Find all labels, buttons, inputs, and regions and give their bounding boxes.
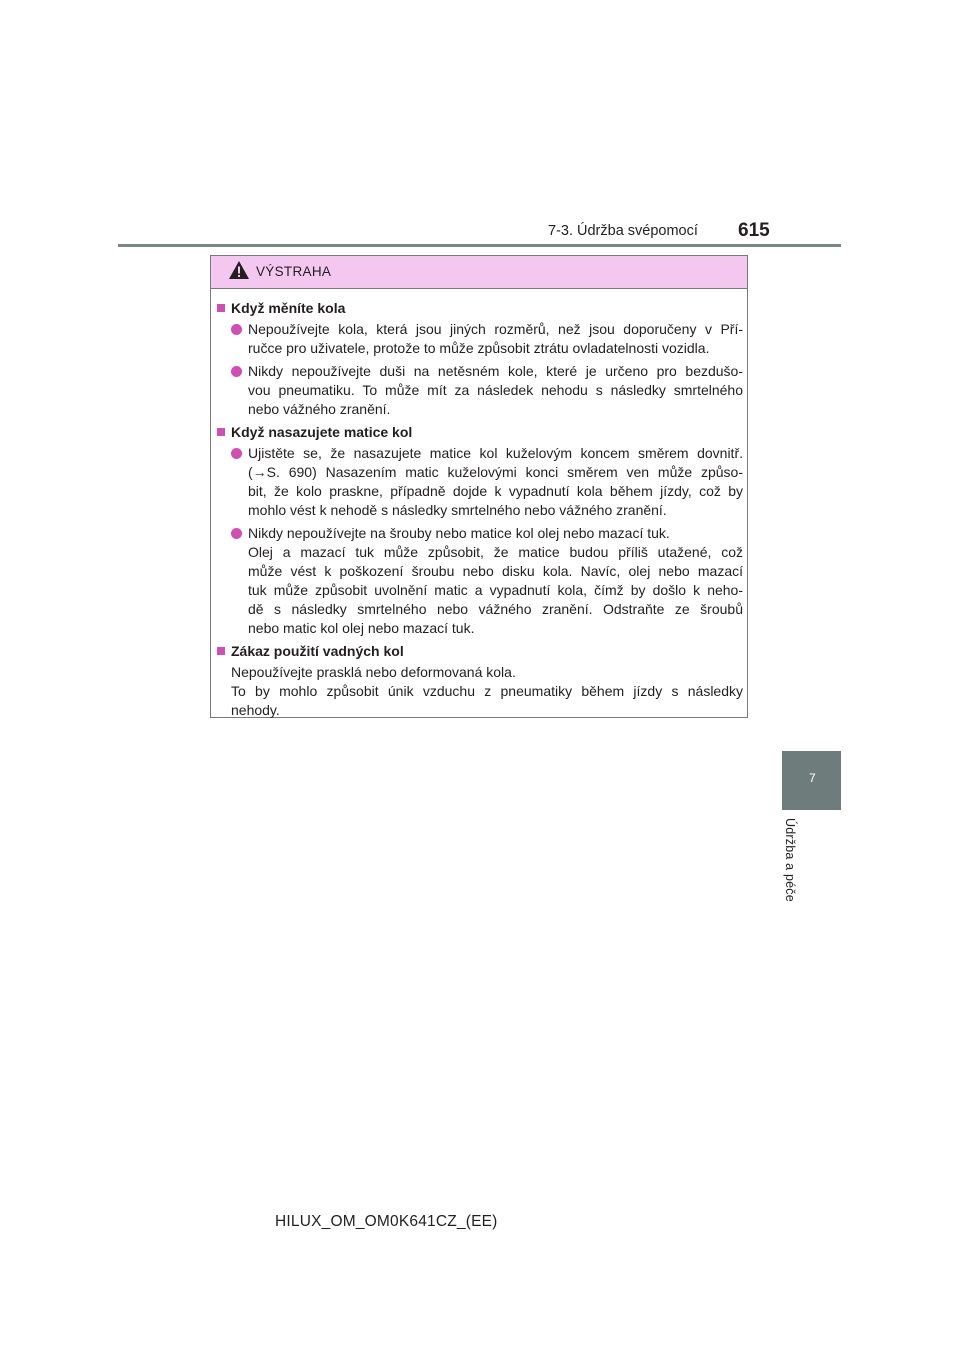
- square-bullet-icon: [217, 304, 225, 312]
- round-bullet-icon: [231, 366, 242, 377]
- list-item: Nikdy nepoužívejte duši na netěsném kole, které je určeno pro bezdušo- vou pneumatiku. To může mít za následek nehodu s následky smrtelného nebo vážného zranění.: [217, 362, 743, 419]
- warning-body: [211, 289, 747, 720]
- section-title: Zákaz použití vadných kol: [217, 642, 743, 661]
- document-code: HILUX_OM_OM0K641CZ_(EE): [275, 1213, 498, 1230]
- section-title: Když měníte kola: [217, 299, 743, 318]
- section-changing-wheels: [217, 299, 743, 419]
- list-item: Ujistěte se, že nasazujete matice kol kuželovým koncem směrem dovnitř. (→S. 690) Nasazením matic kuželovými konci směrem ven může způso- bit, že kolo praskne, případně dojde k vypadnutí kola během jízdy, což by mohlo vést k nehodě s následky smrtelného nebo vážného zranění.: [217, 444, 743, 520]
- chapter-number: 7: [809, 771, 816, 785]
- chapter-title-vertical: [783, 818, 805, 918]
- warning-triangle-icon: [228, 260, 250, 280]
- square-bullet-icon: [217, 428, 225, 436]
- section-title: Když nasazujete matice kol: [217, 423, 743, 442]
- running-header-section: 7-3. Údržba svépomocí: [548, 223, 698, 239]
- square-bullet-icon: [217, 647, 225, 655]
- page-number: 615: [738, 220, 770, 241]
- paragraph: Nepoužívejte prasklá nebo deformovaná kola. To by mohlo způsobit únik vzduchu z pneumatiky během jízdy s následky nehody.: [231, 664, 743, 718]
- section-installing-wheel-nuts: [217, 423, 743, 638]
- header-rule: [118, 244, 841, 247]
- round-bullet-icon: [231, 528, 242, 539]
- section-defective-wheels: [217, 642, 743, 720]
- round-bullet-icon: [231, 324, 242, 335]
- warning-header: [211, 256, 747, 289]
- list-item: Nepoužívejte kola, která jsou jiných rozměrů, než jsou doporučeny v Pří- ručce pro uživatele, protože to může způsobit ztrátu ovladatelnosti vozidla.: [217, 320, 743, 358]
- warning-label: VÝSTRAHA: [256, 264, 332, 279]
- warning-box: [210, 255, 748, 718]
- round-bullet-icon: [231, 448, 242, 459]
- chapter-title: Údržba a péče: [783, 818, 797, 902]
- chapter-tab: [782, 751, 841, 810]
- list-item: Nikdy nepoužívejte na šrouby nebo matice kol olej nebo mazací tuk. Olej a mazací tuk může způsobit, že matice budou příliš utažené, což může vést k poškození šroubu nebo disku kola. Navíc, olej nebo mazací tuk může způsobit uvolnění matic a vypadnutí kola, čímž by došlo k neho- dě s následky smrtelného nebo vážného zranění. Odstraňte ze šroubů nebo matic kol olej nebo mazací tuk.: [217, 524, 743, 638]
